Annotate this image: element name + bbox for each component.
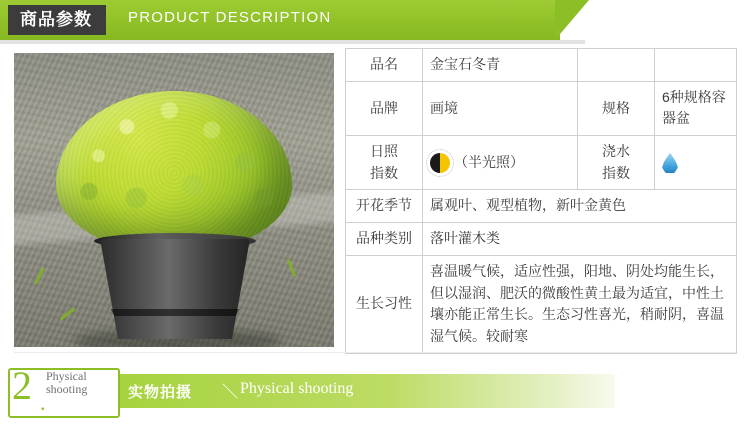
spec-label-bloom-season: 开花季节 [346, 190, 423, 223]
sun-half-icon [430, 153, 450, 173]
spec-label-category: 品种类别 [346, 223, 423, 256]
page-header [0, 0, 751, 44]
spec-value-category: 落叶灌木类 [423, 223, 737, 256]
product-photo [14, 53, 334, 347]
spec-value-spec: 6种规格容器盆 [655, 81, 737, 135]
footer-step-number-dot: . [40, 390, 46, 415]
footer-heading-cn: 实物拍摄 [128, 384, 193, 401]
spec-value-growth-habit: 喜温暖气候，适应性强，阳地、阴处均能生长，但以湿润、肥沃的微酸性黄土最为适宜，中性土壤亦能正常生长。生态习性喜光，稍耐阴，喜温湿气候。较耐寒 [423, 255, 737, 353]
header-title-badge [8, 5, 106, 35]
spec-value-brand: 画境 [423, 81, 578, 135]
spec-value-name: 金宝石冬青 [423, 49, 578, 82]
table-row [346, 136, 737, 190]
spec-label-sunlight-line2: 指数 [370, 164, 398, 181]
footer-badge-label [46, 370, 108, 396]
header-green-band-tail [555, 0, 589, 40]
spec-label-growth-habit: 生长习性 [346, 255, 423, 353]
spec-value-empty [655, 49, 737, 82]
pot-ridge [108, 309, 242, 316]
page-title: 商品参数 [20, 10, 92, 29]
footer-heading-en: Physical shooting [240, 380, 354, 397]
spec-label-brand: 品牌 [346, 81, 423, 135]
footer-badge-label-line1: Physical [46, 369, 87, 383]
section-footer [0, 360, 751, 436]
table-row [346, 81, 737, 135]
spec-label-watering-line2: 指数 [602, 164, 630, 181]
spec-label-name: 品名 [346, 49, 423, 82]
footer-badge-label-line2: shooting [46, 382, 88, 396]
product-spec-table [345, 48, 737, 354]
footer-step-number: 2 [12, 363, 32, 408]
spec-value-watering [655, 136, 737, 190]
water-drop-icon [662, 153, 678, 174]
spec-label-empty [578, 49, 655, 82]
spec-value-bloom-season: 属观叶、观型植物，新叶金黄色 [423, 190, 737, 223]
table-row [346, 190, 737, 223]
spec-label-watering-line1: 浇水 [602, 143, 630, 160]
spec-label-sunlight-line1: 日照 [370, 143, 398, 160]
table-row [346, 49, 737, 82]
page-subtitle: PRODUCT DESCRIPTION [128, 9, 332, 26]
spec-label-sunlight [346, 136, 423, 190]
spec-label-spec: 规格 [578, 81, 655, 135]
header-underline [0, 40, 585, 44]
spec-value-sunlight [423, 136, 578, 190]
table-row [346, 223, 737, 256]
spec-value-sunlight-text: （半光照） [454, 153, 524, 170]
table-row [346, 255, 737, 353]
footer-heading-separator: ＼ [222, 384, 239, 401]
spec-label-watering [578, 136, 655, 190]
plant-pot [100, 239, 250, 339]
footer-divider [14, 352, 736, 353]
